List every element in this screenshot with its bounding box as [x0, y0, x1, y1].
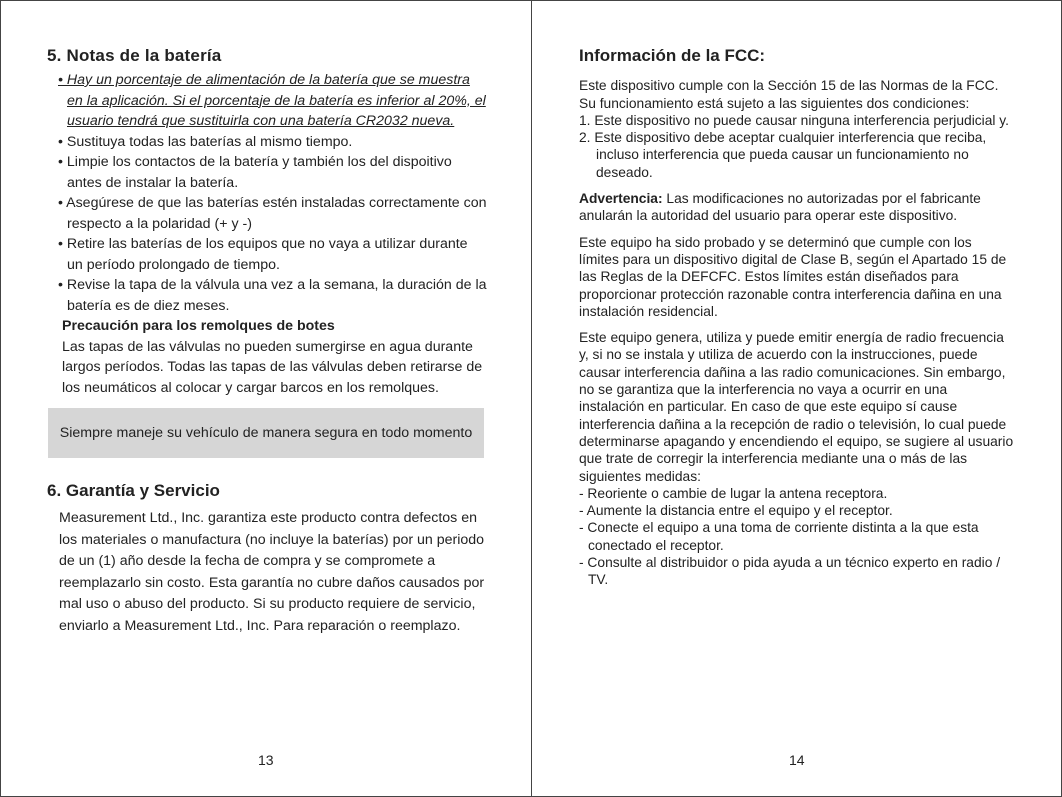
battery-bullet: • Limpie los contactos de la batería y también los del dispoitivo antes de instalar la batería. — [58, 154, 452, 191]
precaution-text: Las tapas de las válvulas no pueden sumergirse en agua durante largos períodos. Todas las tapas de las válvulas deben retirarse de los neumáticos al colocar y cargar barcos en los remolques. — [62, 338, 483, 396]
safety-note-box: Siempre maneje su vehículo de manera segura en todo momento — [48, 408, 484, 458]
fcc-measure: - Aumente la distancia entre el equipo y el receptor. — [579, 503, 893, 519]
warranty-section — [47, 481, 487, 637]
fcc-condition: 2. Este dispositivo debe aceptar cualquier interferencia que reciba, incluso interferencia que pueda causar un funcionamiento no deseado. — [579, 130, 987, 180]
page-number-14: 14 — [789, 752, 805, 768]
fcc-measure: - Conecte el equipo a una toma de corriente distinta a la que esta conectado el receptor. — [579, 520, 979, 553]
warning-label: Advertencia: — [579, 191, 663, 207]
fcc-intro: Este dispositivo cumple con la Sección 15 de las Normas de la FCC. Su funcionamiento está sujeto a las siguientes dos condiciones: — [579, 78, 999, 111]
page-divider — [531, 0, 532, 797]
fcc-tested-paragraph: Este equipo ha sido probado y se determinó que cumple con los límites para un dispositivo digital de Clase B, según el Apartado 15 de las Reglas de la DEFCFC. Estos límites están diseñados para proporcionar protección razonable contra interferencia dañina en una instalación residencial. — [579, 234, 1007, 319]
battery-bullet: • Retire las baterías de los equipos que no vaya a utilizar durante un período prolongado de tiempo. — [58, 236, 468, 273]
fcc-generates-paragraph: Este equipo genera, utiliza y puede emitir energía de radio frecuencia y, si no se instala y utiliza de acuerdo con la instrucciones, puede causar interferencia dañina a las radio comunicaciones. Sin embargo, no se garantiza que la interferencia no vaya a ocurrir en una instalación en particular. En caso de que este equipo sí cause interferencia dañina a la recepción de radio o televisión, lo cual puede determinarse apagando y encendiendo el equipo, se sugiere al usuario que trate de corregir la interferencia mediante una o más de las siguientes medidas: — [579, 330, 1014, 484]
fcc-measure: - Consulte al distribuidor o pida ayuda a un técnico experto en radio / TV. — [579, 555, 1001, 588]
battery-notice: • Hay un porcentaje de alimentación de la batería que se muestra en la aplicación. Si el porcentaje de la batería es inferior al 20%, el usuario tendrá que sustituirla con una batería CR2032 nueva. — [58, 72, 486, 129]
warning-text: Las modificaciones no autorizadas por el fabricante anularán la autoridad del usuario para operar este dispositivo. — [579, 191, 981, 224]
warranty-heading: 6. Garantía y Servicio — [47, 481, 220, 500]
fcc-condition: 1. Este dispositivo no puede causar ninguna interferencia perjudicial y. — [579, 112, 1010, 128]
fcc-heading: Información de la FCC: — [579, 46, 766, 65]
battery-bullet: • Asegúrese de que las baterías estén instaladas correctamente con respecto a la polaridad (+ y -) — [58, 195, 487, 232]
battery-bullet: • Sustituya todas las baterías al mismo tiempo. — [58, 133, 353, 150]
page-number-13: 13 — [258, 752, 274, 768]
battery-notes-section — [47, 46, 487, 398]
battery-notes-heading: 5. Notas de la batería — [47, 46, 222, 65]
fcc-measure: - Reoriente o cambie de lugar la antena receptora. — [579, 485, 888, 501]
battery-bullet: • Revise la tapa de la válvula una vez a la semana, la duración de la batería es de diez meses. — [58, 277, 487, 314]
fcc-section — [579, 47, 1014, 589]
fcc-warning — [579, 190, 1014, 225]
warranty-text: Measurement Ltd., Inc. garantiza este producto contra defectos en los materiales o manufactura (no incluye la baterías) por un periodo de un (1) año desde la fecha de compra y se compromete a reemplazarlo sin costo. Esta garantía no cubre daños causados por mal uso o abuso del producto. Si su producto requiere de servicio, enviarlo a Measurement Ltd., Inc. Para reparación o reemplazo. — [59, 510, 485, 634]
precaution-title: Precaución para los remolques de botes — [62, 318, 335, 334]
